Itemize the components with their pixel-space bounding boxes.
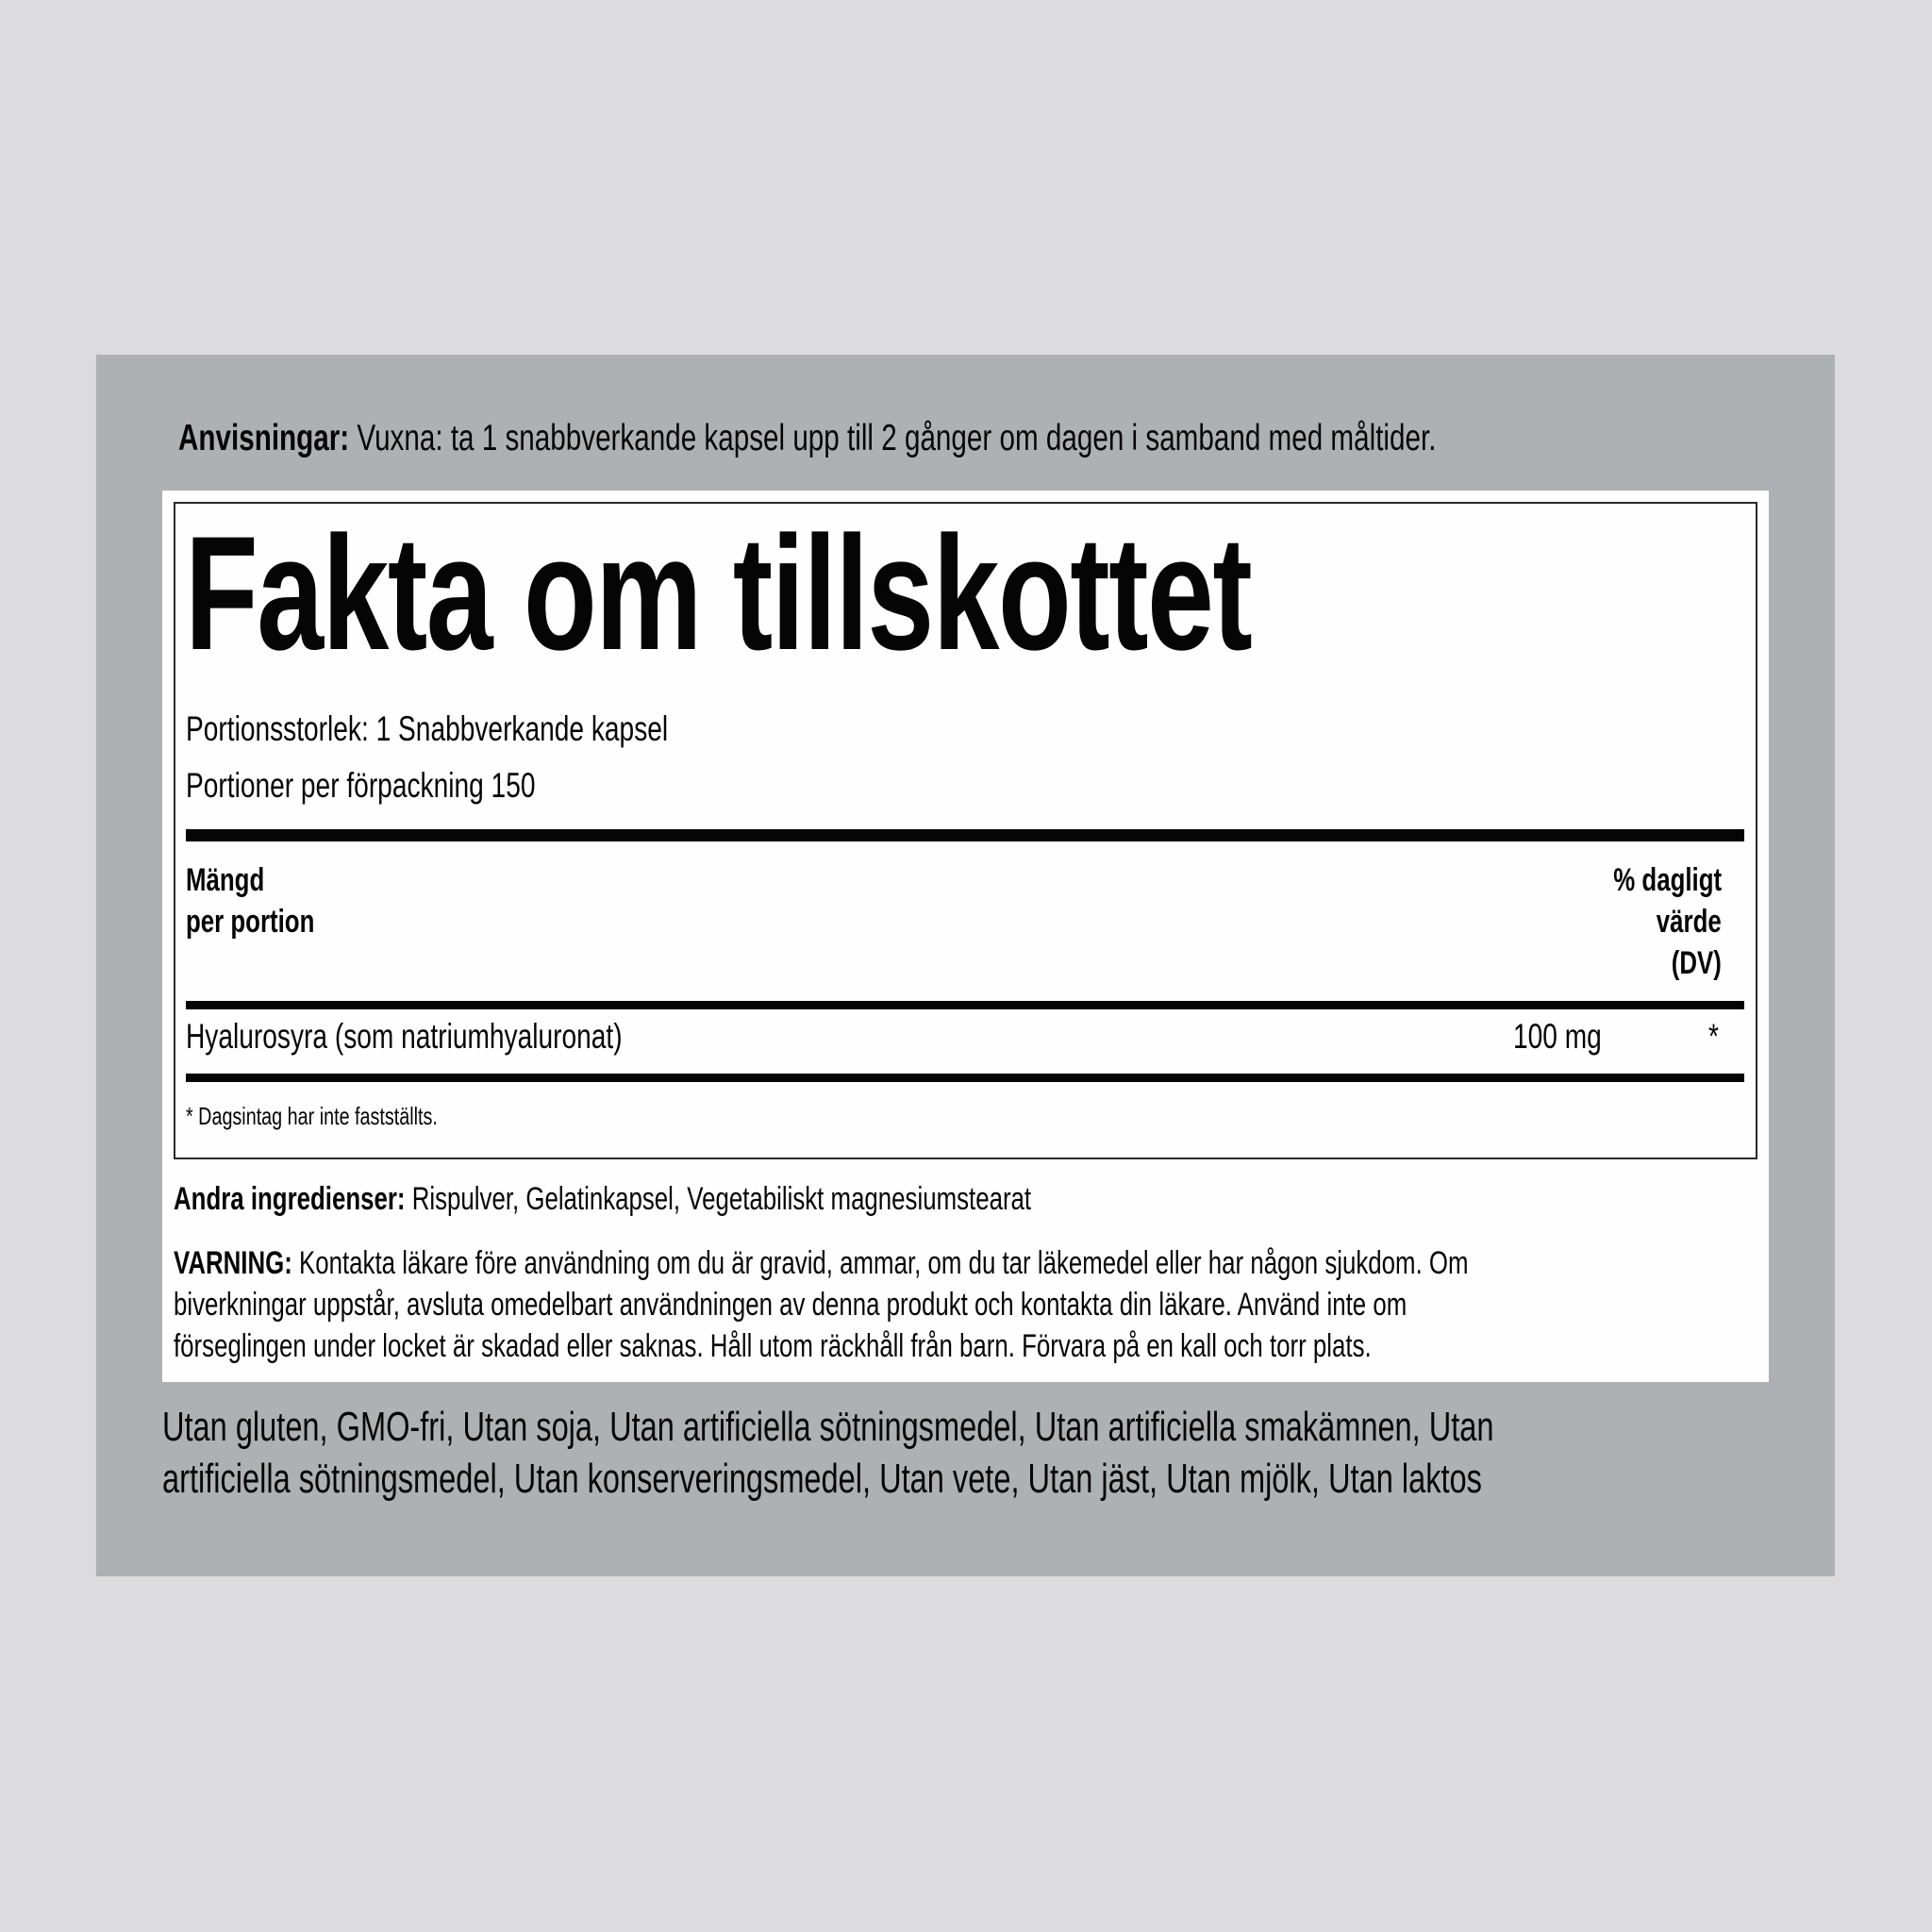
servings-per-container: Portioner per förpackning 150	[186, 766, 536, 805]
directions	[178, 418, 1834, 459]
divider-medium	[186, 1001, 1744, 1009]
header-dv-line1: % dagligt	[1613, 862, 1722, 898]
nutrient-name: Hyalurosyra (som natriumhyaluronat)	[186, 1017, 623, 1056]
directions-label: Anvisningar:	[178, 418, 350, 458]
warning-line-3: förseglingen under locket är skadad eller saknas. Håll utom räckhåll från barn. Förvara på en kall och torr plats.	[174, 1328, 1372, 1364]
warning-label: VARNING:	[174, 1245, 292, 1281]
divider-medium	[186, 1074, 1744, 1082]
header-amount-line1: Mängd	[186, 862, 265, 898]
nutrient-dv: *	[1708, 1017, 1719, 1056]
footnote: * Dagsintag har inte fastställts.	[186, 1102, 438, 1130]
warning-line-2: biverkningar uppstår, avsluta omedelbart användningen av denna produkt och kontakta din läkare. Använd inte om	[174, 1287, 1407, 1323]
directions-text: Vuxna: ta 1 snabbverkande kapsel upp till 2 gånger om dagen i samband med måltider.	[349, 418, 1437, 458]
other-ingredients-text: Rispulver, Gelatinkapsel, Vegetabiliskt magnesiumstearat	[405, 1181, 1032, 1217]
nutrient-amount: 100 mg	[1513, 1017, 1602, 1056]
warning-line-1: Kontakta läkare före användning om du är gravid, ammar, om du tar läkemedel eller har någon sjukdom. Om	[291, 1245, 1469, 1281]
other-ingredients-label: Andra ingredienser:	[174, 1181, 406, 1217]
free-from-claims	[162, 1401, 1932, 1505]
header-dv-line2: värde	[1657, 904, 1722, 940]
free-from-line-1: Utan gluten, GMO-fri, Utan soja, Utan artificiella sötningsmedel, Utan artificiella smakämnen, Utan	[162, 1404, 1494, 1450]
warning	[174, 1242, 1877, 1367]
facts-title: Fakta om tillskottet	[185, 503, 1252, 684]
free-from-line-2: artificiella sötningsmedel, Utan konserveringsmedel, Utan vete, Utan jäst, Utan mjölk, Utan laktos	[162, 1456, 1482, 1502]
header-amount-line2: per portion	[186, 904, 315, 940]
divider-thick	[186, 829, 1744, 841]
serving-size: Portionsstorlek: 1 Snabbverkande kapsel	[186, 709, 669, 748]
other-ingredients	[174, 1178, 1302, 1220]
header-dv-line3: (DV)	[1671, 945, 1722, 981]
